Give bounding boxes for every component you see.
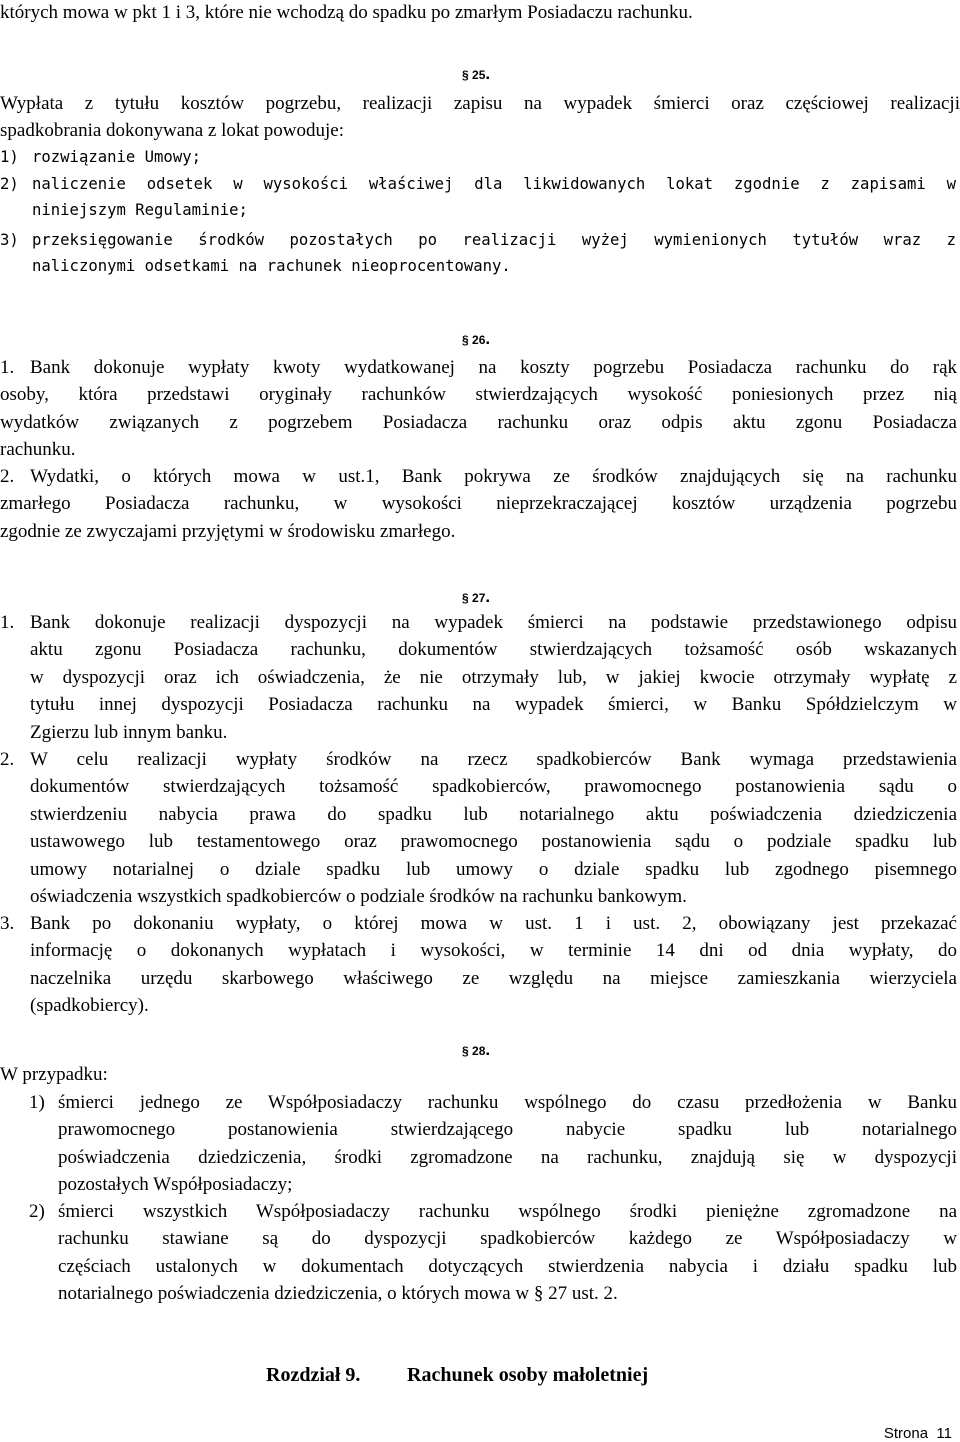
- page-footer: [884, 1425, 952, 1442]
- section-28-heading: § 28.: [462, 1040, 491, 1059]
- page-number: 11: [936, 1425, 952, 1442]
- page-label: Strona: [883, 1425, 929, 1442]
- intro-line: których mowa w pkt 1 i 3, które nie wchodzą do spadku po zmarłym Posiadaczu rachunku.: [0, 2, 693, 23]
- section-sign-icon: §: [462, 1044, 469, 1058]
- section-26-heading: § 26.: [462, 329, 491, 348]
- intro-text: [0, 0, 960, 26]
- document-page: których mowa w pkt 1 i 3, które nie wchodzą do spadku po zmarłym Posiadaczu rachunku. § 25. Wypłata z tytułu kosztów pogrzebu, realizacji zapisu na wypadek śmierci oraz częściowej realizacji spadkobrania dokonywana z lokat powoduje: 1) rozwiązanie Umowy; 2) naliczenie odsetek w wysokości właściwej dla likwidowanych lokat zgodnie z zapisami w niniejszym Regulaminie; 3) przeksięgowanie środków pozostałych po realizacji wyżej wymienionych tytułów wraz z naliczonymi odsetkami na rachunek nieoprocentowany. § 26. 1. Bank dokonuje wypłaty kwoty wydatkowanej na koszty pogrzebu Posiadacza rachunku do rąk osoby, która przedstawi oryginały rachunków stwierdzających wysokość poniesionych przez nią wydatków związanych z pogrzebem Posiadacza rachunku oraz odpis aktu zgonu Posiadacza rachunku. 2. Wydatki, o których mowa w ust.1, Bank pokrywa ze środków znajdujących się na rachunku zmarłego Posiadacza rachunku, w wysokości nieprzekraczającej kosztów urządzenia pogrzebu zgodnie ze zwyczajami przyjętymi w środowisku zmarłego. § 27. 1. Bank dokonuje realizacji dyspozycji na wypadek śmierci na podstawie przedstawionego odpisu aktu zgonu Posiadacza rachunku, dokumentów stwierdzających tożsamość osób wskazanych w dyspozycji oraz ich oświadczenia, że nie otrzymały lub, w jakiej kwocie otrzymały wypłatę z tytułu innej dyspozycji Posiadacza rachunku na wypadek śmierci, w Banku Spółdzielczym w Zgierzu lub innym banku. 2. W celu realizacji wypłaty środków na rzecz spadkobierców Bank wymaga przedstawienia dokumentów stwierdzających tożsamość spadkobierców, prawomocnego postanowienia sądu o stwierdzeniu nabycia prawa do spadku lub notarialnego aktu poświadczenia dziedziczenia ustawowego lub testamentowego oraz prawomocnego postanowienia sądu o podziale spadku lub umowy notarialnej o dziale spadku lub umowy o dziale spadku lub zgodnego pisemnego oświadczenia wszystkich spadkobierców o podziale środków na rachunku bankowym. 3. Bank po dokonaniu wypłaty, o której mowa w ust. 1 i ust. 2, obowiązany jest przekazać informację o dokonanych wypłatach i wysokości, w terminie 14 dni od dnia wypłaty, do naczelnika urzędu skarbowego właściwego ze względu na miejsce zamieszkania wierzyciela (spadkobiercy). § 28. W przypadku: 1) śmierci jednego ze Współposiadaczy rachunku wspólnego do czasu przedłożenia w Banku prawomocnego postanowienia stwierdzającego nabycie spadku lub notarialnego poświadczenia dziedziczenia, środki zgromadzone na rachunku, znajdują się w dyspozycji pozostałych Współposiadaczy; 2) śmierci wszystkich Współposiadaczy rachunku wspólnego środki pieniężne zgromadzone na rachunku stawiane są do dyspozycji spadkobierców każdego ze Współposiadaczy w częściach ustalonych w dokumentach dotyczących stwierdzenia nabycia i działu spadku lub notarialnego poświadczenia dziedziczenia, o których mowa w § 27 ust. 2. Rozdział 9. Rachunek osoby małoletniej Strona 11: [0, 0, 960, 1442]
- chapter-title: Rachunek osoby małoletniej: [407, 1364, 649, 1386]
- section-25-paragraph: Wypłata z tytułu kosztów pogrzebu, realizacji zapisu na wypadek śmierci oraz częściowej realizacji spadkobrania dokonywana z lokat powoduje:: [0, 93, 960, 142]
- section-sign-icon: §: [462, 333, 469, 347]
- section-25-heading: § 25.: [462, 64, 491, 83]
- section-27-heading: § 27.: [462, 587, 491, 606]
- section-sign-icon: §: [462, 68, 469, 82]
- section-sign-icon: §: [462, 591, 469, 605]
- section-28-lead: W przypadku:: [0, 1064, 108, 1085]
- chapter-number: Rozdział 9.: [266, 1364, 361, 1386]
